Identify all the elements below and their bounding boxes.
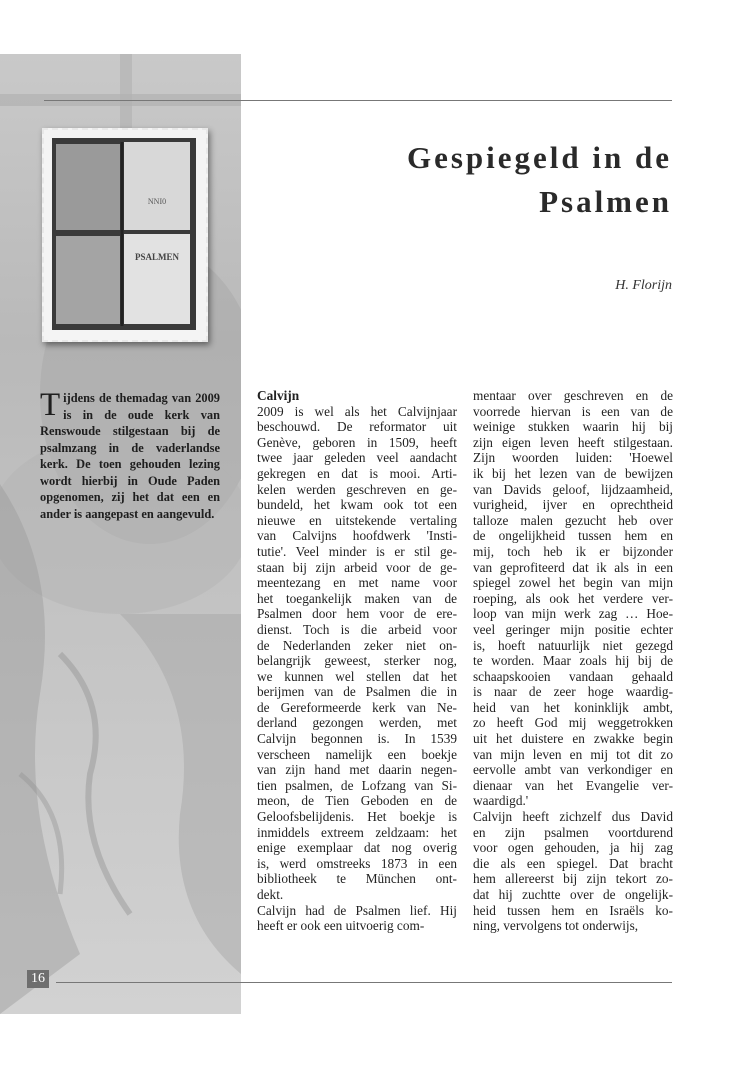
- text-line: gekregen en dat is mooi. Arti-: [257, 465, 457, 481]
- title-line-2: Psalmen: [539, 184, 672, 219]
- text-line: heeft er ook een uitvoerig com-: [257, 918, 425, 934]
- text-line: en zijn psalmen voortdurend: [473, 824, 673, 840]
- text-line: de Gereformeerde kerk van Ne-: [257, 699, 457, 715]
- text-line: meon, de Tien Geboden en de: [257, 793, 457, 809]
- text-column-2: [473, 388, 673, 934]
- page-number: 16: [27, 970, 49, 988]
- text-line: enige exemplaar dat nog overig: [257, 840, 457, 856]
- text-line: voorrede hiervan is een van de: [473, 403, 673, 419]
- text-line: dat hij zuchtte over de ongelijk-: [473, 887, 673, 902]
- section-heading: Calvijn: [257, 388, 300, 403]
- text-line: nieuwe en uitstekende vertaling: [257, 512, 457, 528]
- text-line: berijmen van de Psalmen die in: [257, 684, 457, 700]
- text-line: die als een spiegel. Dat bracht: [473, 855, 673, 871]
- text-line: Genève, geboren in 1509, heeft: [257, 434, 457, 450]
- drop-cap: T: [40, 387, 61, 423]
- text-line: bundeld, het kwam ook tot een: [257, 497, 457, 513]
- text-line: Psalmen door hem voor de ere-: [257, 606, 457, 622]
- text-line: is, hoeft natuurlijk niet gezegd: [473, 637, 673, 653]
- text-line: meentezang en met name voor: [257, 575, 457, 591]
- text-line: zo heeft God mij weggetrokken: [473, 715, 673, 731]
- text-line: hem allereerst bij zijn tekort zo-: [473, 871, 673, 887]
- article-title: [407, 136, 672, 224]
- intro-paragraph: [40, 387, 220, 522]
- text-line: mentaar over geschreven en de: [473, 388, 673, 403]
- text-line: weinige stukken waarin hij bij: [473, 419, 673, 435]
- psalm-books-image: [52, 138, 196, 330]
- book-bottom-title: PSALMEN: [134, 252, 180, 262]
- text-line: Geloofsbelijdenis. Het boekje is: [257, 809, 457, 825]
- text-line: schaapskooien vandaan gehaald: [473, 668, 673, 684]
- text-line: veel geringer mijn positie echter: [473, 621, 673, 637]
- text-line: tutie'. Veel minder is er stil ge-: [257, 543, 457, 559]
- text-line: de ongelijkheid tussen hem en: [473, 528, 673, 544]
- text-line: Zijn woorden luiden: 'Hoewel: [473, 450, 673, 466]
- text-line: waardigd.': [473, 793, 529, 809]
- text-line: tien psalmen, de Lofzang van Si-: [257, 777, 457, 793]
- text-line: het toegankelijk maken van de: [257, 590, 457, 606]
- text-line: loop van mijn werk zag … Hoe-: [473, 606, 673, 622]
- text-line: van Calvijns hoofdwerk 'Insti-: [257, 528, 457, 544]
- bottom-rule: [56, 982, 672, 983]
- text-line: heid tussen hem en Israëls ko-: [473, 902, 673, 918]
- text-column-1: [257, 388, 457, 934]
- text-line: de Nederlanden zeker niet on-: [257, 637, 457, 653]
- text-line: van geprofiteerd dat ik als in een: [473, 559, 673, 575]
- text-line: 2009 is wel als het Calvijnjaar: [257, 403, 457, 419]
- text-line: vurigheid, ijver en oprechtheid: [473, 497, 673, 513]
- text-line: staan bij zijn arbeid voor de ge-: [257, 559, 457, 575]
- top-rule: [44, 100, 672, 101]
- text-line: belangrijk geweest, sterker nog,: [257, 653, 457, 669]
- text-line: eervolle ambt van verkondiger en: [473, 762, 673, 778]
- text-line: twee jaar geleden veel aandacht: [257, 450, 457, 466]
- text-line: we kunnen wel stellen dat het: [257, 668, 457, 684]
- text-line: te worden. Maar zoals hij bij de: [473, 653, 673, 669]
- text-line: is naar de zeer hoge waardig-: [473, 684, 673, 700]
- text-line: talloze malen gezucht heb over: [473, 512, 673, 528]
- text-line: Calvijn had de Psalmen lief. Hij: [257, 902, 457, 918]
- text-line: spiegel zowel het begin van mijn: [473, 575, 673, 591]
- text-line: roeping, als ook het verdere ver-: [473, 590, 673, 606]
- text-line: verscheen namelijk een boekje: [257, 746, 457, 762]
- title-line-1: Gespiegeld in de: [406, 140, 672, 175]
- text-line: bibliotheek te München ont-: [257, 871, 457, 887]
- text-line: mij, toch heb ik er bijzonder: [473, 543, 673, 559]
- book-photo: [42, 128, 208, 342]
- text-line: Calvijn heeft zichzelf dus David: [473, 809, 673, 825]
- text-line: zijn eigen leven heeft stilgestaan.: [473, 434, 673, 450]
- text-line: voor ogen gehouden, ja hij zag: [473, 840, 673, 856]
- author: H. Florijn: [615, 278, 672, 293]
- text-line: dekt.: [257, 887, 284, 902]
- text-line: beschouwd. De reformator uit: [257, 419, 457, 435]
- text-line: van Davids geloof, lijdzaamheid,: [473, 481, 673, 497]
- text-line: inmiddels extreem zeldzaam: het: [257, 824, 457, 840]
- intro-text: ijdens de themadag van 2009 is in de oude kerk van Renswoude stilgestaan bij de psalmzang in de vaderlandse kerk. De toen gehouden lezing wordt hierbij in Oude Paden opgenomen, zij het dat een en ander is aangepast en aangevuld.: [40, 391, 220, 521]
- text-line: Calvijn begonnen is. In 1539: [257, 731, 457, 747]
- text-line: ning, vervolgens tot onderwijs,: [473, 918, 639, 934]
- text-line: kelen werden geschreven en ge-: [257, 481, 457, 497]
- text-line: van zijn hand met daarin negen-: [257, 762, 457, 778]
- text-line: ik bij het lezen van de bewijzen: [473, 465, 673, 481]
- book-top-title: NNI0: [147, 197, 167, 206]
- text-line: van mijn leven en mij tot dit zo: [473, 746, 673, 762]
- text-line: dienaar van het Evangelie ver-: [473, 777, 673, 793]
- text-line: heid van het koninklijk ambt,: [473, 699, 673, 715]
- text-line: derland gezongen werden, met: [257, 715, 457, 731]
- text-line: is, werd omstreeks 1873 in een: [257, 855, 457, 871]
- text-line: uit het duistere en zwakke begin: [473, 731, 673, 747]
- text-line: dienst. Toch is die arbeid voor: [257, 621, 457, 637]
